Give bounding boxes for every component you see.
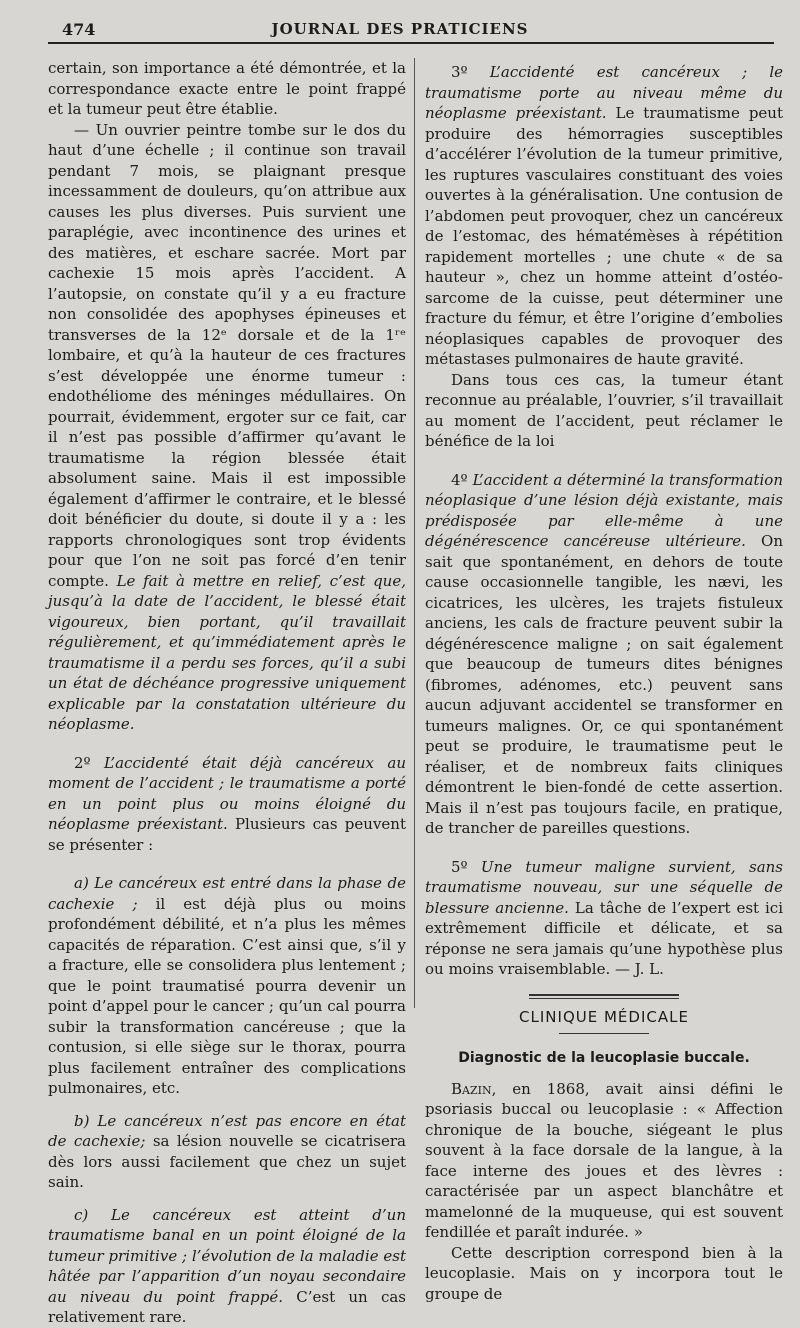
section-5: 5º Une tumeur maligne survient, sans traumatisme nouveau, sur une séquelle de blessure ancienne. La tâche de l’expert est ici extrêmement difficile et délicate, et sa réponse ne sera jamais qu’une hypothèse plus ou moins vraisemblable. — J. L.	[425, 857, 783, 978]
article-title: Diagnostic de la leucoplasie buccale.	[458, 1050, 750, 1066]
section-divider	[529, 994, 679, 999]
paragraph: Bazin, en 1868, avait ainsi défini le psoriasis buccal ou leucoplasie : « Affection chronique de la bouche, siégeant le plus souvent à la face dorsale de la langue, à la face interne des joues et des lèvres : caractérisée par un aspect blanchâtre et mamelonné de la muqueuse, qui est souvent fendillée et paraît indurée. »	[425, 1079, 783, 1241]
paragraph: — Un ouvrier peintre tombe sur le dos du haut d’une échelle ; il continue son travail pendant 7 mois, se plaignant presque incessamment de douleurs, qu’on attribue aux causes les plus diverses. Puis survient une paraplégie, avec incontinence des urines et des matières, et eschare sacrée. Mort par cachexie 15 mois après l’accident. A l’autopsie, on constate qu’il y a eu fracture non consolidée des apophyses épineuses et transverses de la 12ᵉ dorsale et de la 1ʳᵉ lombaire, et qu’à la hauteur de ces fractures s’est développée une énorme tumeur : endothéliome des méninges médullaires. On pourrait, évidemment, ergoter sur ce fait, car il n’est pas possible d’affirmer qu’avant le traumatisme la région blessée était absolument saine. Mais il est impossible également d’affirmer le contraire, et le blessé doit bénéficier du doute, si doute il y a : les rapports chronologiques sont trop évidents pour que l’on ne soit pas forcé d’en tenir compte. Le fait à mettre en relief, c’est que, jusqu’à la date de l’accident, le blessé était vigoureux, bien portant, qu’il travaillait régulièrement, et qu’immédiatement après le traumatisme il a perdu ses forces, qu’il a subi un état de déchéance progressive uniquement explicable par la constatation ultérieure du néoplasme.	[48, 120, 406, 733]
section-4: 4º L’accident a déterminé la transformation néoplasique d’une lésion déjà existante, mais prédisposée par elle-même à une dégénérescence cancéreuse ultérieure. On sait que spontanément, en dehors de toute cause occasionnelle tangible, les nævi, les cicatrices, les ulcères, les trajets fistuleux anciens, les cals de fracture peuvent subir la dégénérescence maligne ; on sait également que beaucoup de tumeurs dites bénignes (fibromes, adénomes, etc.) peuvent sans aucun adjuvant accidentel se transformer en tumeurs malignes. Or, ce qui spontanément peut se produire, le traumatisme peut le réaliser, et de nombreux faits cliniques démontrent le bien-fondé de cette assertion. Mais il n’est pas toujours facile, en pratique, de trancher de pareilles questions.	[425, 470, 783, 837]
left-column	[48, 58, 406, 1328]
page-number: 474	[62, 20, 96, 39]
paragraph: certain, son importance a été démontrée, et la correspondance exacte entre le point frappé et la tumeur peut être établie.	[48, 59, 406, 118]
case-b: b) Le cancéreux n’est pas encore en état de cachexie; sa lésion nouvelle se cicatrisera dès lors aussi facilement que chez un sujet sain.	[48, 1111, 406, 1191]
section-2: 2º L’accidenté était déjà cancéreux au moment de l’accident ; le traumatisme a porté en un point plus ou moins éloigné du néoplasme préexistant. Plusieurs cas peuvent se présenter :	[48, 753, 406, 854]
journal-title: JOURNAL DES PRATICIENS	[271, 20, 529, 38]
column-separator	[414, 58, 415, 1008]
header-rule	[48, 42, 774, 44]
case-a: a) Le cancéreux est entré dans la phase de cachexie ; il est déjà plus ou moins profondément débilité, et n’a plus les mêmes capacités de réparation. C’est ainsi que, s’il y a fracture, elle se consolidera plus lentement ; que le point traumatisé pourra devenir un point d’appel pour le cancer ; qu’un cal pourra subir la transformation cancéreuse ; que la contusion, si elle siège sur le thorax, pourra plus facilement entraîner des complications pulmonaires, etc.	[48, 874, 406, 1097]
paragraph: Cette description correspond bien à la leucoplasie. Mais on y incorpora tout le groupe de	[425, 1243, 783, 1303]
case-c: c) Le cancéreux est atteint d’un traumatisme banal en un point éloigné de la tumeur primitive ; l’évolution de la maladie est hâtée par l’apparition d’un noyau secondaire au niveau du point frappé. C’est un cas relativement rare.	[48, 1205, 407, 1326]
section-heading: CLINIQUE MÉDICALE	[519, 1007, 689, 1026]
heading-rule	[559, 1033, 649, 1034]
section-3: 3º L’accidenté est cancéreux ; le traumatisme porte au niveau même du néoplasme préexistant. Le traumatisme peut produire des hémorragies susceptibles d’accélérer l’évolution de la tumeur primitive, les ruptures vasculaires constituant des voies ouvertes à la généralisation. Une contusion de l’abdomen peut provoquer, chez un cancéreux de l’estomac, des hématémèses à répétition rapidement mortelles ; une chute « de sa hauteur », chez un homme atteint d’ostéo-sarcome de la cuisse, peut déterminer une fracture du fémur, et être l’origine d’embolies néoplasiques capables de provoquer des métastases pulmonaires de haute gravité.	[425, 63, 783, 368]
right-column	[425, 62, 783, 1304]
paragraph: Dans tous ces cas, la tumeur étant reconnue au préalable, l’ouvrier, s’il travaillait au moment de l’accident, peut réclamer le bénéfice de la loi	[425, 370, 783, 450]
page-header	[0, 14, 800, 44]
